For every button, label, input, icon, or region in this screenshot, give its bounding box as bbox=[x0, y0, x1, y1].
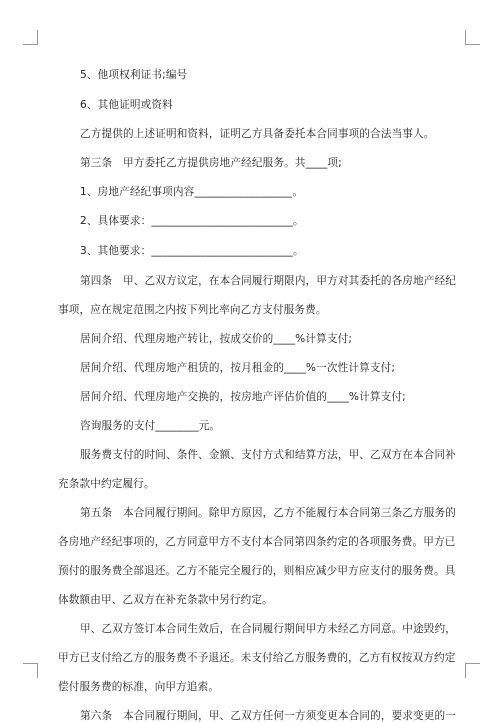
paragraph-line: 充条款中约定履行。 bbox=[58, 478, 155, 490]
paragraph-line: 乙方提供的上述证明和资料，证明乙方具备委托本合同事项的合法当事人。 bbox=[80, 128, 435, 140]
paragraph-line: 偿付服务费的标准，向甲方追索。 bbox=[58, 681, 220, 693]
article-heading-line: 第六条 本合同履行期间，甲、乙双方任何一方须变更本合同的，要求变更的一 bbox=[80, 710, 457, 722]
article-heading-line: 第三条 甲方委托乙方提供房地产经纪服务。共____项; bbox=[80, 157, 342, 169]
paragraph-line: 各房地产经纪事项的，乙方同意甲方不支付本合同第四条约定的各项服务费。甲方已 bbox=[58, 536, 456, 548]
crop-mark-top-left bbox=[23, 30, 38, 45]
paragraph-line: 居间介绍、代理房地产租赁的，按月租金的____%一次性计算支付; bbox=[80, 362, 396, 374]
paragraph-line: 服务费支付的时间、条件、金额、支付方式和结算方法，甲、乙双方在本合同补 bbox=[80, 449, 457, 461]
paragraph-line: 预付的服务费全部退还。乙方不能完全履行的，则相应减少甲方应支付的服务费。具 bbox=[58, 565, 456, 577]
crop-mark-bottom-left bbox=[23, 663, 38, 678]
crop-mark-top-right bbox=[465, 30, 480, 45]
article-heading-line: 第五条 本合同履行期间。除甲方原因，乙方不能履行本合同第三条乙方服务的 bbox=[80, 507, 457, 519]
list-item: 3、其他要求：__________________________。 bbox=[80, 245, 304, 257]
paragraph-line: 5、他项权利证书;编号 bbox=[80, 69, 188, 81]
paragraph-line: 体数额由甲、乙双方在补充条款中另行约定。 bbox=[58, 594, 273, 606]
paragraph-line: 居间介绍、代理房地产交换的，按房地产评估价值的____%计算支付; bbox=[80, 391, 406, 403]
paragraph-line: 甲方已支付给乙方的服务费不予退还。未支付给乙方服务费的，乙方有权按双方约定 bbox=[58, 652, 456, 664]
article-heading-line: 第四条 甲、乙双方议定，在本合同履行期限内，甲方对其委托的各房地产经纪 bbox=[80, 275, 457, 287]
paragraph-line: 事项，应在规定范围之内按下列比率向乙方支付服务费。 bbox=[58, 304, 327, 316]
paragraph-line: 咨询服务的支付________元。 bbox=[80, 420, 221, 432]
list-item: 2、具体要求：__________________________。 bbox=[80, 215, 304, 227]
paragraph-line: 居间介绍、代理房地产转让，按成交价的____%计算支付; bbox=[80, 333, 353, 345]
crop-mark-bottom-right bbox=[465, 663, 480, 678]
paragraph-line: 甲、乙双方签订本合同生效后，在合同履行期间甲方未经乙方同意。中途毁约， bbox=[80, 623, 457, 635]
list-item: 1、房地产经纪事项内容__________________。 bbox=[80, 186, 304, 198]
paragraph-line: 6、其他证明或资料 bbox=[80, 99, 173, 111]
